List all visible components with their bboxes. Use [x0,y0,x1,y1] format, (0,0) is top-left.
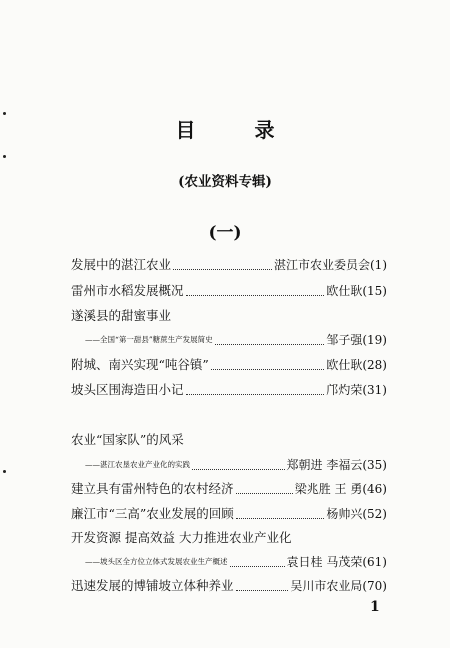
toc-entry[interactable] [71,357,387,373]
toc-entry-author: 郑朝进 李福云 [286,458,363,472]
page-subtitle: (农业资料专辑) [178,174,272,190]
toc-entry-page: (28) [362,358,387,372]
leader-dots [215,343,325,345]
toc-entry[interactable] [71,554,387,570]
toc-entry-page: (35) [362,458,387,472]
toc-entry-page: (61) [362,555,387,569]
leader-dots [186,294,325,296]
toc-entry-page: (19) [362,333,387,347]
leader-dots [211,368,325,370]
toc-entry-subtitle: ——坡头区全方位立体式发展农业生产概述 [85,557,228,566]
toc-entry-title[interactable]: 农业“国家队”的风采 [71,432,184,447]
toc-entry[interactable] [71,481,387,497]
toc-entry[interactable] [71,332,387,348]
toc-entry[interactable] [71,506,387,522]
toc-entry-title: 雷州市水稻发展概况 [71,283,184,298]
toc-entry[interactable] [71,257,387,273]
toc-entry-page: (1) [370,258,387,272]
toc-entry[interactable] [71,283,387,299]
toc-entry-author: 欧仕耿 [326,358,363,372]
toc-entry-author: 袁日桂 马茂荣 [286,555,363,569]
section-number: (一) [208,223,242,243]
toc-entry-subtitle: ——湛江农垦农业产业化的实践 [85,460,190,469]
toc-entry-title[interactable]: 开发资源 提高效益 大力推进农业产业化 [71,530,292,545]
toc-entry-title: 发展中的湛江农业 [71,257,172,272]
toc-entry-title: 附城、南兴实现“吨谷镇” [71,357,209,372]
page-number: 1 [370,599,380,615]
toc-entry[interactable] [71,578,387,594]
toc-entry-author: 邝灼荣 [326,383,363,397]
leader-dots [236,517,325,519]
toc-entry-author: 湛江市农业委员会 [273,258,370,272]
toc-entry-subtitle: ——全国“第一甜县”糖蔗生产发展简史 [85,335,213,344]
toc-entry-page: (52) [362,507,387,521]
toc-entry-author: 欧仕耿 [326,284,363,298]
toc-entry-title: 廉江市“三高”农业发展的回顾 [71,506,234,521]
toc-entry-page: (31) [362,383,387,397]
leader-dots [186,393,325,395]
leader-dots [192,468,285,470]
toc-entry-page: (46) [362,482,387,496]
scan-mark [3,155,6,158]
toc-entry-page: (70) [362,579,387,593]
toc-entry-title[interactable]: 遂溪县的甜蜜事业 [71,308,172,323]
toc-entry-author: 杨帅兴 [326,507,363,521]
scan-mark [3,470,6,473]
toc-entry-title: 建立具有雷州特色的农村经济 [71,481,234,496]
toc-entry[interactable] [71,457,387,473]
toc-entry[interactable] [71,382,387,398]
leader-dots [230,565,285,567]
toc-entry-title: 坡头区围海造田小记 [71,382,184,397]
leader-dots [236,492,293,494]
toc-entry-page: (15) [362,284,387,298]
toc-entry-author: 邹子强 [326,333,363,347]
toc-entry-title: 迅速发展的博铺坡立体种养业 [71,578,234,593]
toc-entry-author: 梁兆胜 王 勇 [294,482,363,496]
leader-dots [173,268,272,270]
leader-dots [236,589,289,591]
page-title: 目 录 [175,118,301,142]
toc-entry-author: 吴川市农业局 [290,579,363,593]
